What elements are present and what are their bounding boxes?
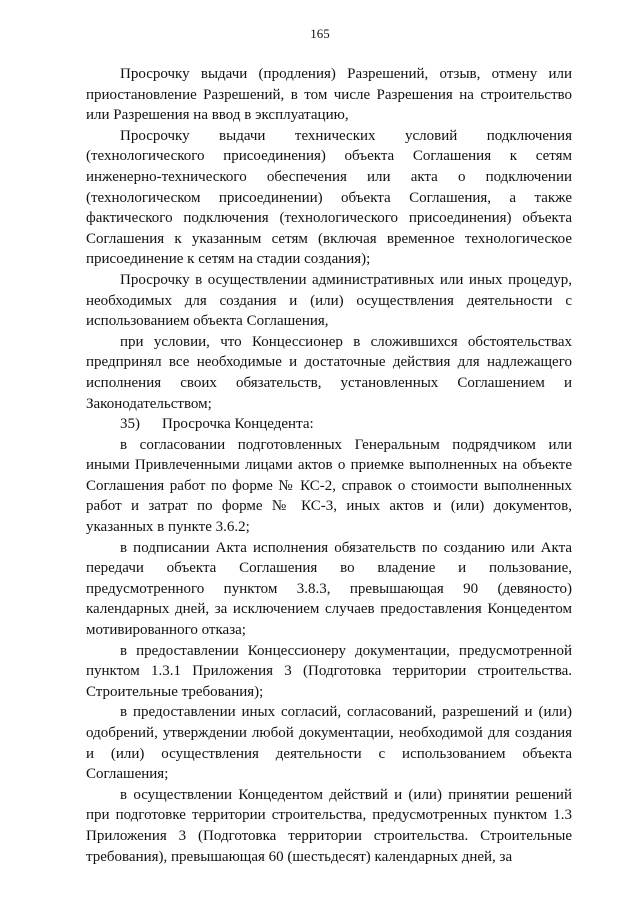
paragraph: в предоставлении иных согласий, согласований, разрешений и (или) одобрений, утверждении любой документации, необходимой для создания и (или) осуществления деятельности с использованием объекта Соглашения; (86, 704, 572, 783)
item-text: Просрочка Концедента: (162, 416, 314, 433)
paragraph: при условии, что Концессионер в сложившихся обстоятельствах предпринял все необходимые и достаточные действия для надлежащего исполнения своих обязательств, установленных Соглашением и Законодательством; (86, 333, 572, 412)
paragraph: Просрочку в осуществлении административных или иных процедур, необходимых для создания и (или) осуществления деятельности с использованием объекта Соглашения, (86, 271, 572, 330)
page-number: 165 (310, 26, 330, 41)
paragraph: Просрочку выдачи (продления) Разрешений, отзыв, отмену или приостановление Разрешений, в том числе Разрешения на строительство или Разрешения на ввод в эксплуатацию, (86, 66, 572, 124)
item-number: 35) (120, 416, 140, 433)
numbered-item (86, 414, 572, 435)
paragraph: в осуществлении Концедентом действий и (или) принятии решений при подготовке территории строительства, предусмотренных пунктом 1.3 Приложения 3 (Подготовка территории строительства. Строительные требования), превышающая 60 (шестьдесят) календарных дней, за (86, 786, 572, 865)
document-body (86, 64, 572, 867)
paragraph: Просрочку выдачи технических условий подключения (технологического присоединения) объекта Соглашения к сетям инженерно-технического обеспечения или акта о подключении (технологическом присоединении) объекта Соглашения, а также фактического подключения (технологического присоединения) объекта Соглашения к указанным сетям (включая временное технологическое присоединение к сетям на стадии создания); (86, 127, 572, 268)
paragraph: в предоставлении Концессионеру документации, предусмотренной пунктом 1.3.1 Приложения 3 (Подготовка территории строительства. Строительные требования); (86, 642, 572, 700)
paragraph: в согласовании подготовленных Генеральным подрядчиком или иными Привлеченными лицами актов о приемке выполненных на объекте Соглашения работ по форме № КС-2, справок о стоимости выполненных работ и затрат по форме № КС-3, иных актов и (или) документов, указанных в пункте 3.6.2; (86, 436, 572, 536)
paragraph: в подписании Акта исполнения обязательств по созданию или Акта передачи объекта Соглашения во владение и пользование, предусмотренного пунктом 3.8.3, превышающая 90 (девяносто) календарных дней, за исключением случаев предоставления Концедентом мотивированного отказа; (86, 539, 572, 639)
